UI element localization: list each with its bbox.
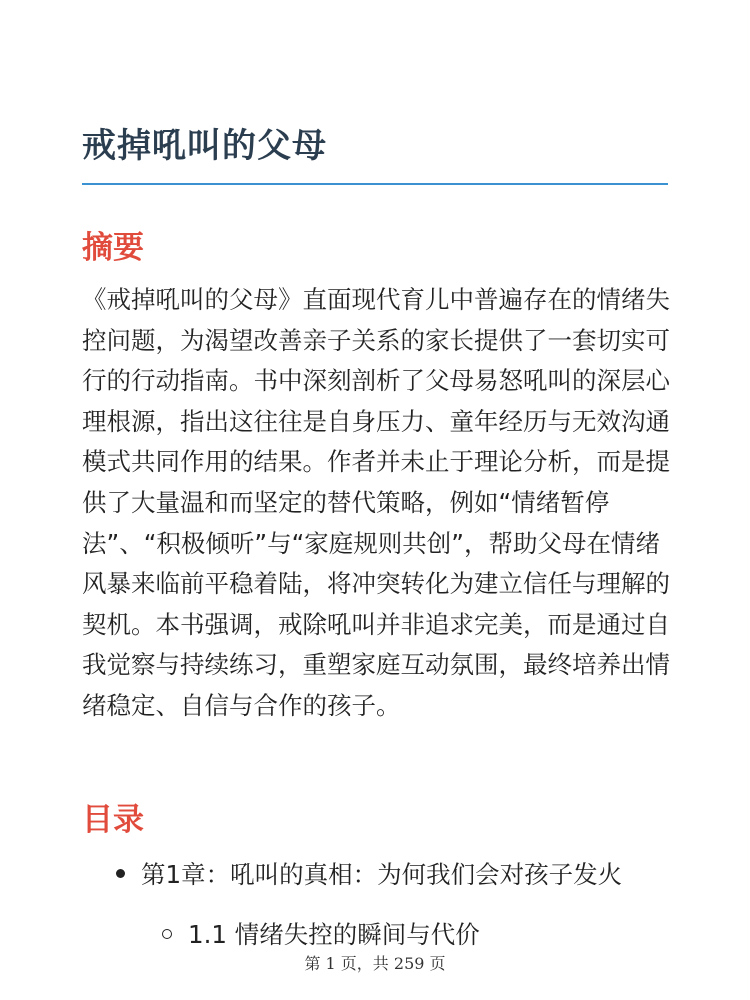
abstract-heading: 摘要 — [82, 230, 144, 266]
toc-subsection-item[interactable] — [162, 916, 480, 951]
page-footer: 第 1 页，共 259 页 — [304, 954, 446, 973]
abstract-paragraph: 《戒掉吼叫的父母》直面现代育儿中普遍存在的情绪失控问题，为渴望改善亲子关系的家长提供了一套切实可行的行动指南。书中深刻剖析了父母易怒吼叫的深层心理根源，指出这往往是自身压力、童年经历与无效沟通模式共同作用的结果。作者并未止于理论分析，而是提供了大量温和而坚定的替代策略，例如“情绪暂停法”、“积极倾听”与“家庭规则共创”，帮助父母在情绪风暴来临前平稳着陆，将冲突转化为建立信任与理解的契机。本书强调，戒除吼叫并非追求完美，而是通过自我觉察与持续练习，重塑家庭互动氛围，最终培养出情绪稳定、自信与合作的孩子。 — [82, 285, 670, 720]
toc-subsection-label: 1.1 情绪失控的瞬间与代价 — [188, 920, 480, 949]
bullet-disc-icon — [116, 869, 125, 878]
toc-chapter-item[interactable] — [112, 856, 622, 891]
toc-chapter-label: 第1章：吼叫的真相：为何我们会对孩子发火 — [141, 860, 623, 889]
title-divider — [82, 183, 668, 185]
bullet-circle-icon — [162, 929, 172, 939]
page-title: 戒掉吼叫的父母 — [82, 126, 327, 166]
toc-heading: 目录 — [82, 802, 144, 838]
